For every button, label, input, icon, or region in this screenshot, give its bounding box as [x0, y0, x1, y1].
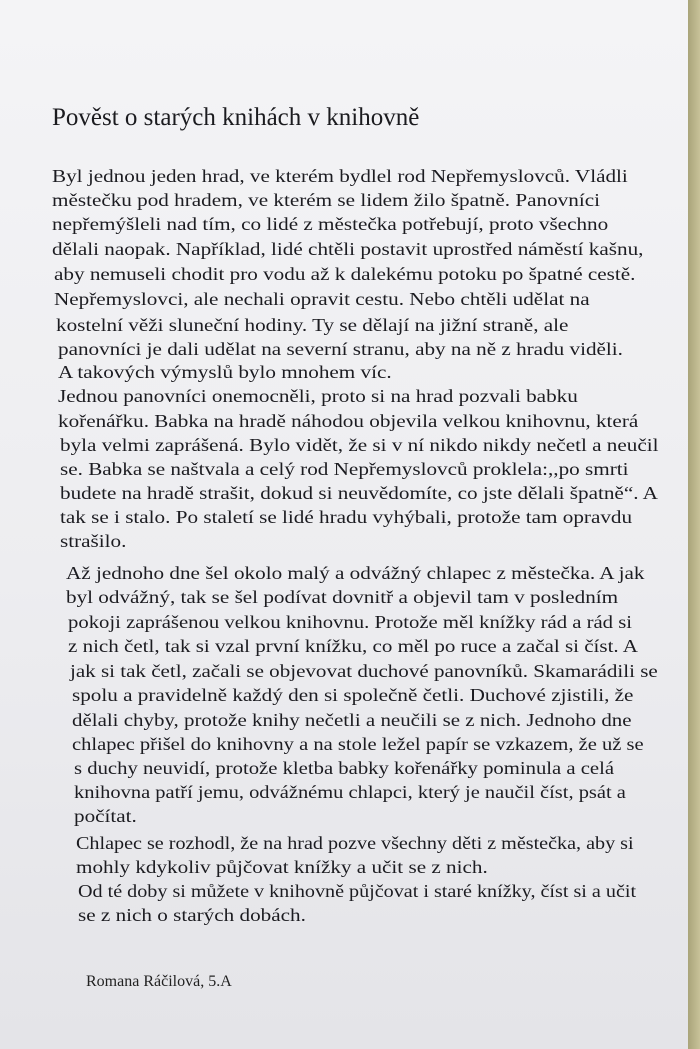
text-line: panovníci je dali udělat na severní stranu, aby na ně z hradu viděli. — [58, 339, 623, 359]
text-line: knihovna patří jemu, odvážnému chlapci, který je naučil číst, psát a — [74, 782, 626, 802]
text-line: Jednou panovníci onemocněli, proto si na hrad pozvali babku — [58, 386, 578, 406]
text-line: kořenářku. Babka na hradě náhodou objevila velkou knihovnu, která — [58, 411, 639, 431]
text-line: budete na hradě strašit, dokud si neuvědomíte, co jste dělali špatně“. A — [60, 483, 658, 503]
text-line: Byl jednou jeden hrad, ve kterém bydlel rod Nepřemyslovců. Vládli — [52, 166, 628, 186]
text-line: nepřemýšleli nad tím, co lidé z městečka potřebují, proto všechno — [52, 214, 609, 234]
text-line: městečku pod hradem, ve kterém se lidem žilo špatně. Panovníci — [52, 190, 600, 210]
text-line: jak si tak četl, začali se objevovat duchové panovníků. Skamarádili se — [70, 661, 658, 681]
text-line: chlapec přišel do knihovny a na stole ležel papír se vzkazem, že už se — [72, 734, 644, 754]
text-line: kostelní věži sluneční hodiny. Ty se dělají na jižní straně, ale — [56, 315, 569, 335]
page-title: Pověst o starých knihách v knihovně — [52, 104, 420, 131]
text-line: byl odvážný, tak se šel podívat dovnitř a objevil tam v posledním — [66, 587, 619, 607]
text-line: byla velmi zaprášená. Bylo vidět, že si v ní nikdo nikdy nečetl a neučil — [60, 435, 659, 455]
table-edge — [688, 0, 700, 1049]
text-line: strašilo. — [60, 531, 127, 551]
author-signature: Romana Ráčilová, 5.A — [86, 973, 232, 990]
text-line: A takových výmyslů bylo mnohem víc. — [58, 362, 392, 382]
text-line: Až jednoho dne šel okolo malý a odvážný chlapec z městečka. A jak — [66, 563, 645, 583]
text-line: se z nich o starých dobách. — [78, 905, 306, 925]
text-line: aby nemuseli chodit pro vodu až k dalekému potoku po špatné cestě. — [54, 264, 636, 284]
text-line: Chlapec se rozhodl, že na hrad pozve všechny děti z městečka, aby si — [76, 833, 634, 853]
text-line: se. Babka se naštvala a celý rod Nepřemyslovců proklela:,,po smrti — [60, 459, 629, 479]
text-line: dělali chyby, protože knihy nečetli a neučili se z nich. Jednoho dne — [72, 710, 632, 730]
text-line: Nepřemyslovci, ale nechali opravit cestu. Nebo chtěli udělat na — [54, 289, 590, 309]
text-line: spolu a pravidelně každý den si společně četli. Duchové zjistili, že — [72, 685, 634, 705]
text-line: pokoji zaprášenou velkou knihovnu. Protože měl knížky rád a rád si — [68, 612, 633, 632]
text-line: z nich četl, tak si vzal první knížku, co měl po ruce a začal si číst. A — [68, 636, 638, 656]
text-line: Od té doby si můžete v knihovně půjčovat i staré knížky, číst si a učit — [78, 881, 637, 901]
text-line: s duchy neuvidí, protože kletba babky kořenářky pominula a celá — [74, 758, 615, 778]
text-line: mohly kdykoliv půjčovat knížky a učit se z nich. — [76, 857, 488, 877]
text-line: počítat. — [74, 806, 137, 826]
text-line: tak se i stalo. Po staletí se lidé hradu vyhýbali, protože tam opravdu — [60, 507, 633, 527]
text-line: dělali naopak. Například, lidé chtěli postavit uprostřed náměstí kašnu, — [52, 239, 644, 259]
